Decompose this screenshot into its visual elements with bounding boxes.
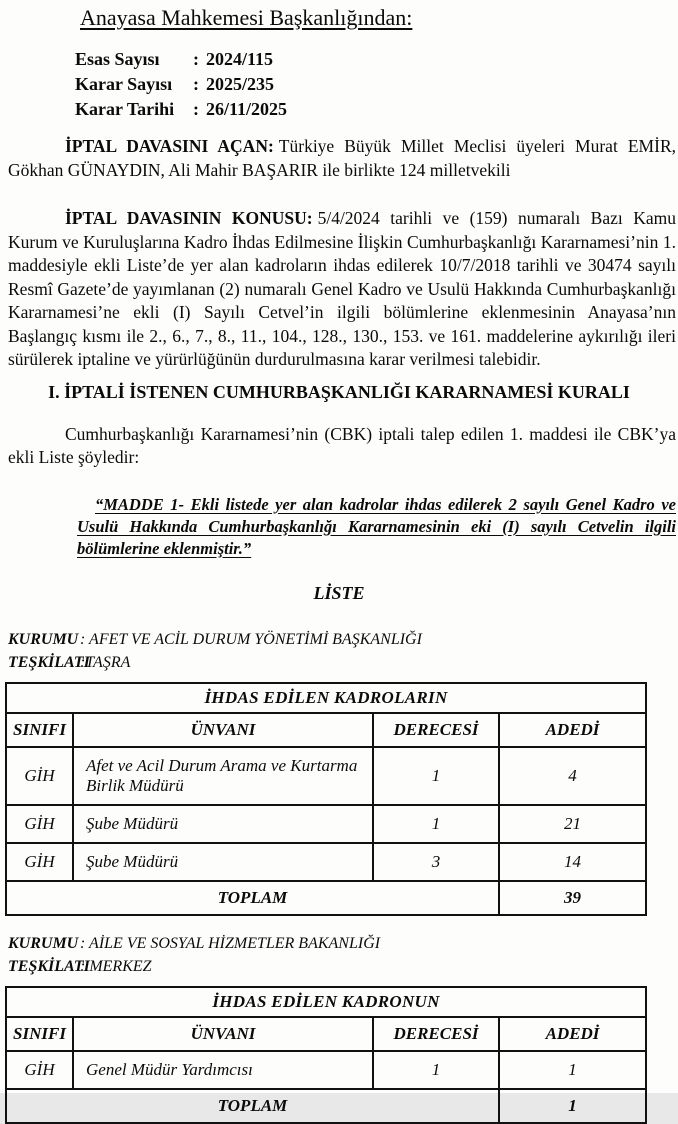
liste-heading: LİSTE xyxy=(313,582,365,603)
case-info-block xyxy=(75,47,678,122)
cell-unvan: Afet ve Acil Durum Arama ve Kurtarma Birlik Müdürü xyxy=(73,747,373,805)
column-header-unvani: ÜNVANI xyxy=(73,1017,373,1051)
table-row xyxy=(6,1051,646,1089)
kadro-table-aile xyxy=(5,986,647,1124)
table-row xyxy=(6,843,646,881)
cell-derece: 1 xyxy=(373,805,499,843)
paragraph-iptal-davasinin-konusu xyxy=(8,207,676,372)
column-header-adedi: ADEDİ xyxy=(499,1017,646,1051)
cell-unvan: Şube Müdürü xyxy=(73,843,373,881)
cell-sinif: GİH xyxy=(6,747,73,805)
paragraph-lead-label: İPTAL DAVASINI AÇAN: xyxy=(65,136,274,156)
kurumu-row xyxy=(8,628,678,651)
teskilati-label: TEŞKİLATI xyxy=(8,957,90,975)
case-label-esas: Esas Sayısı xyxy=(75,49,160,69)
table-caption: İHDAS EDİLEN KADROLARIN xyxy=(6,683,646,713)
cell-sinif: GİH xyxy=(6,843,73,881)
cell-derece: 1 xyxy=(373,747,499,805)
column-header-derecesi: DERECESİ xyxy=(373,1017,499,1051)
teskilati-value: : MERKEZ xyxy=(80,957,152,975)
kurumu-label: KURUMU xyxy=(8,630,79,648)
paragraph-text: Türkiye Büyük Millet Meclisi üyeleri Murat EMİR, Gökhan GÜNAYDIN, Ali Mahir BAŞARIR ile birlikte 124 milletvekili xyxy=(8,136,676,180)
cell-sinif: GİH xyxy=(6,805,73,843)
table-total-row xyxy=(6,881,646,915)
column-header-sinifi: SINIFI xyxy=(6,713,73,747)
cell-adet: 4 xyxy=(499,747,646,805)
cell-sinif: GİH xyxy=(6,1051,73,1089)
cell-unvan: Şube Müdürü xyxy=(73,805,373,843)
section-heading-1: I. İPTALİ İSTENEN CUMHURBAŞKANLIĞI KARARNAMESİ KURALI xyxy=(48,381,630,402)
table-caption-row xyxy=(6,987,646,1017)
total-label: TOPLAM xyxy=(6,1089,499,1123)
case-colon: : xyxy=(193,99,199,119)
case-label-karar-sayisi: Karar Sayısı xyxy=(75,74,173,94)
table-caption: İHDAS EDİLEN KADRONUN xyxy=(6,987,646,1017)
case-info-row-esas xyxy=(75,47,678,72)
teskilati-value: :TAŞRA xyxy=(80,653,131,671)
column-header-sinifi: SINIFI xyxy=(6,1017,73,1051)
paragraph-lead-label: İPTAL DAVASININ KONUSU: xyxy=(65,208,313,228)
table-total-row xyxy=(6,1089,646,1123)
paragraph-text: 5/4/2024 tarihli ve (159) numaralı Bazı Kamu Kurum ve Kuruluşlarına Kadro İhdas Edilmesine İlişkin Cumhurbaşkanlığı Kararnamesi’nin 1. maddesiyle ekli Liste’de yer alan kadroların ihdas edilerek 10/7/2018 tarihli ve 30474 sayılı Resmî Gazete’de yayımlanan (2) numaralı Genel Kadro ve Usulü Hakkında Cumhurbaşkanlığı Kararnamesi’ne ekli (I) Sayılı Cetvel’in ilgili bölümlerine eklenmesinin Anayasa’nın Başlangıç kısmı ile 2., 6., 7., 8., 11., 104., 128., 130., 153. ve 161. maddelerine aykırılığı ileri sürülerek iptaline ve yürürlüğünün durdurulmasına karar verilmesi talebidir. xyxy=(8,208,676,369)
total-value: 1 xyxy=(499,1089,646,1123)
cell-adet: 21 xyxy=(499,805,646,843)
kurumu-value: : AİLE VE SOSYAL HİZMETLER BAKANLIĞI xyxy=(80,934,381,952)
case-info-row-karar-tarihi xyxy=(75,97,678,122)
quoted-madde-text: “MADDE 1- Ekli listede yer alan kadrolar ihdas edilerek 2 sayılı Genel Kadro ve Usulü Hakkında Cumhurbaşkanlığı Kararnamesinin eki (I) sayılı Cetvelin ilgili bölümlerine eklenmiştir.” xyxy=(77,494,676,558)
total-label: TOPLAM xyxy=(6,881,499,915)
table-header-row xyxy=(6,1017,646,1051)
paragraph-intro-liste: Cumhurbaşkanlığı Kararnamesi’nin (CBK) iptali talep edilen 1. maddesi ile CBK’ya ekli Liste şöyledir: xyxy=(8,423,676,467)
cell-unvan: Genel Müdür Yardımcısı xyxy=(73,1051,373,1089)
case-value-karar-sayisi: 2025/235 xyxy=(206,74,275,94)
document-header xyxy=(0,4,678,31)
column-header-derecesi: DERECESİ xyxy=(373,713,499,747)
teskilati-row xyxy=(8,651,678,674)
paragraph-iptal-davasini-acan xyxy=(8,135,676,182)
case-label-karar-tarihi: Karar Tarihi xyxy=(75,99,175,119)
table-row xyxy=(6,805,646,843)
case-value-karar-tarihi: 26/11/2025 xyxy=(206,99,288,119)
table-header-row xyxy=(6,713,646,747)
case-colon: : xyxy=(193,49,199,69)
case-value-esas: 2024/115 xyxy=(206,49,274,69)
page-title: Anayasa Mahkemesi Başkanlığından: xyxy=(80,5,413,30)
table-row xyxy=(6,747,646,805)
cell-adet: 14 xyxy=(499,843,646,881)
cell-adet: 1 xyxy=(499,1051,646,1089)
teskilati-label: TEŞKİLATI xyxy=(8,653,90,671)
cell-derece: 3 xyxy=(373,843,499,881)
kurumu-row xyxy=(8,932,678,955)
case-colon: : xyxy=(193,74,199,94)
kurum-block-afad xyxy=(8,628,678,674)
kurumu-value: : AFET VE ACİL DURUM YÖNETİMİ BAŞKANLIĞI xyxy=(80,630,422,648)
kurumu-label: KURUMU xyxy=(8,934,79,952)
cell-derece: 1 xyxy=(373,1051,499,1089)
table-caption-row xyxy=(6,683,646,713)
kadro-table-afad xyxy=(5,682,647,916)
case-info-row-karar-sayisi xyxy=(75,72,678,97)
total-value: 39 xyxy=(499,881,646,915)
column-header-unvani: ÜNVANI xyxy=(73,713,373,747)
kurum-block-aile xyxy=(8,932,678,978)
column-header-adedi: ADEDİ xyxy=(499,713,646,747)
teskilati-row xyxy=(8,955,678,978)
